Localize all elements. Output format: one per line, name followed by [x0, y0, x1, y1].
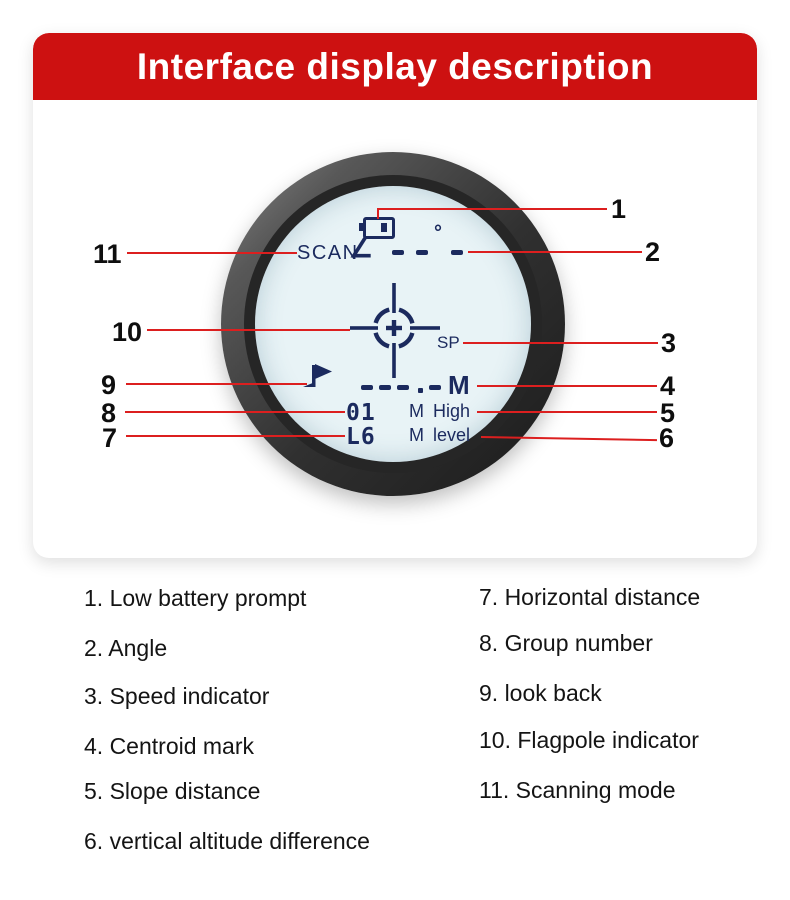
- callout-line-4: [477, 385, 657, 387]
- height-mode-label: High: [433, 401, 471, 421]
- legend-item-altitude-diff: 6. vertical altitude difference: [84, 828, 370, 854]
- callout-number-8: 8: [101, 398, 117, 428]
- legend-item-speed-indicator: 3. Speed indicator: [84, 683, 270, 709]
- legend-item-angle: 2. Angle: [84, 635, 168, 661]
- level-mode-unit: M: [409, 425, 424, 445]
- battery-charge-bar: [381, 223, 387, 232]
- scan-mode-label: SCAN: [297, 242, 359, 264]
- legend-item-flagpole-indicator: 10. Flagpole indicator: [479, 727, 699, 753]
- speed-indicator-label: SP: [437, 333, 460, 352]
- page-title: Interface display description: [136, 45, 654, 87]
- angle-value-dash: [392, 250, 404, 255]
- callout-line-9: [126, 383, 307, 385]
- callout-number-10: 10: [112, 317, 143, 347]
- angle-icon: ∠: [349, 233, 374, 263]
- slope-value-dash: [429, 385, 441, 390]
- legend-item-scanning-mode: 11. Scanning mode: [479, 777, 676, 803]
- callout-line-10: [147, 329, 350, 331]
- callout-number-11: 11: [93, 239, 122, 269]
- callout-line-7: [126, 435, 345, 437]
- callout-number-2: 2: [645, 237, 661, 267]
- legend-item-horizontal-distance: 7. Horizontal distance: [479, 584, 701, 610]
- degree-symbol: °: [434, 222, 442, 244]
- meter-unit-label: M: [448, 370, 470, 400]
- centroid-crosshair-icon: [334, 268, 454, 388]
- legend-item-look-back: 9. look back: [479, 680, 602, 706]
- level-mode-label: level: [433, 425, 471, 445]
- callout-line-5: [477, 411, 657, 413]
- slope-value-dash: [397, 385, 409, 390]
- callout-number-6: 6: [659, 423, 675, 453]
- legend-item-group-number: 8. Group number: [479, 630, 653, 656]
- callout-number-5: 5: [660, 398, 676, 428]
- callout-line-2: [468, 251, 642, 253]
- callout-line-11: [127, 252, 297, 254]
- angle-value-dash: [416, 250, 428, 255]
- legend-item-centroid-mark: 4. Centroid mark: [84, 733, 255, 759]
- callout-number-1: 1: [611, 194, 627, 224]
- flagpole-icon: [302, 360, 336, 392]
- group-number-value: 01: [346, 400, 376, 426]
- angle-value-dash: [451, 250, 463, 255]
- slope-value-dash: [361, 385, 373, 390]
- callout-number-3: 3: [661, 328, 677, 358]
- callout-number-7: 7: [102, 423, 118, 453]
- height-mode-unit: M: [409, 401, 424, 421]
- header-banner: [33, 33, 757, 100]
- legend-item-slope-distance: 5. Slope distance: [84, 778, 261, 804]
- slope-value-dot: [418, 388, 423, 393]
- height-mode-row: [409, 401, 470, 422]
- callout-line-8: [125, 411, 345, 413]
- callout-line-3: [463, 342, 658, 344]
- horizontal-distance-value: L6: [346, 424, 376, 450]
- level-mode-row: [409, 425, 470, 446]
- callout-number-4: 4: [660, 371, 676, 401]
- callout-line-1: [377, 208, 607, 210]
- callout-number-9: 9: [101, 370, 117, 400]
- slope-value-dash: [379, 385, 391, 390]
- legend-item-low-battery: 1. Low battery prompt: [84, 585, 307, 611]
